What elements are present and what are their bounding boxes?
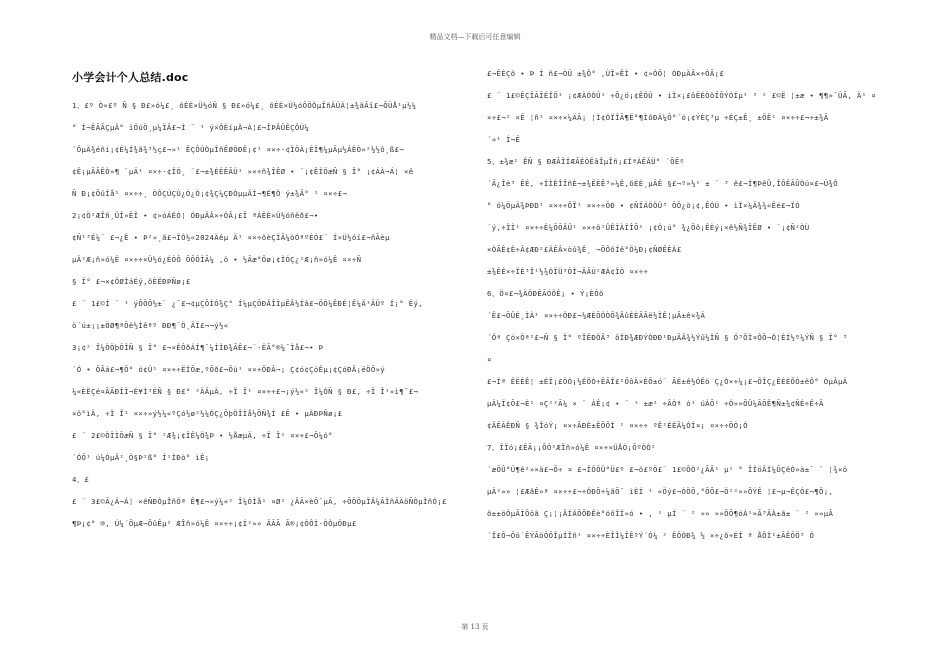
text-line: ´ÔµÄ¾éñi¡¢É¼Í¾ã¾³½ç£¬»¹ ÊÇÔÚÒµÎñÊØÖÐÊ¡¢¹ ¤×÷·¢ÏÖÀ¡ÉÏ¶¼µÃµ½ÁËÒ»²½½ô¸ß£¬: [72, 145, 405, 154]
text-line: 6、Ö¤£¬¾ÄÖÐÊÃÓÖÊ¡ • Ý¡ÈÓõ: [487, 289, 604, 298]
text-line: ö´ú±¡¡±ÖØ¶ªÕë½Ìêªº ÐÐ¶¯Ö¸ÄÏ£¬¬ý½«: [72, 321, 229, 330]
text-line: µÄ¼Ï¢Õ£¬È¹ ¤Ç²²Ã¼ × ¨ ÀÊ¡¢ • ¨ ¹ ±æ¹ ÷ÂÒª ó¹ úÀÕ¹ ÷Ó»»ÕÛ¼ÃÕÊ¶Ñ±¾¢ÑÉ÷Ê÷Ã: [487, 399, 824, 408]
document-title: 小学会计个人总结.doc: [72, 71, 189, 84]
text-line: £¬Ïª ÊËÈÊ¦ ±ÉÏ¡£ÖÓ¡½ÉÖÒ÷ÊÃÎ£²ÕôÄ×ÈÕ±ó¨ ÃÉ±ê½ÓÊö Ç¿Ó×÷¼¡£¬ÕÎÇ¿ÊÈÈÕÒ±ëÔ° ÒµÃµÄ: [487, 377, 848, 386]
page-header: 精品文档—下载后可任意编辑: [429, 33, 521, 41]
text-line: 4、£: [72, 475, 90, 484]
text-line: 7、ÎÏó¡£ÊÃ¡¡ÕÓ²ÆÎñ»ó¼Ê ¤×÷×ÜÅÓ¡ÕºÒÓ²: [487, 443, 656, 452]
text-line: ¢ÃÊÃÊÐÑ § ¾ÎóÝ¡ ¤×÷ÃÐÈ±ÊÕÔÍ ¹ ¤×÷÷ ºÊ²ÉÈÃ¼ÓÍ¤¡ ¤×÷÷ÕÓ¡Ó: [487, 421, 748, 430]
text-line: ´Ê£¬ÕÛÉ¸ÌÀ¹ ¤×÷÷ÖÐ£¬½ÆÈÕÖÒÕ¾ÂûÉÈÃÃë½ÌÊ¦µÃ±ê×¾Ä: [487, 311, 706, 320]
text-line: 5、±¾æ¹ ÊÑ § ÐÆÃÎÏÆÃÉÒÊâÎµÎñ¡£ÍªÀÊÃÜ° ´ÕÊº: [487, 157, 685, 166]
text-line: ¤: [487, 355, 492, 364]
text-line: ´Î£Õ¬Õö´ÊÝÃöÖÕÎµÍÎñ¹ ¤×÷÷ÈÎÎ¼ÎÊºÝ´Ó¼ ² ÊÔÓÐ¾ ½ ×÷¿õ÷ÉÌ ª ÅÔÌ¹±ÃÊÕÖ³ Ó: [487, 531, 815, 540]
text-line: § Ï° £¬×¢ÖØÌáÉý,õÈËÐÞÑø¡£: [72, 277, 191, 286]
text-line: ´ÓÕ¹ ú¼ÓµÄ²¸Ö§Þ²ß° Í¹ÌÐò° ìÊ¡: [72, 453, 210, 462]
text-line: £¬ÊÉÇõ • Þ Í ñ£¬ÒÜ ±¾Ô° ,ÙÏ»ÊÌ • ¢»ÓÕ¦ ÓÐµÄÂ×÷ÓÃ¡£: [487, 69, 725, 78]
text-line: ´»¹ Í¬Ê: [487, 135, 521, 144]
text-line: ´æÕÛ°Ü¶ê²»×ä£¬Õ÷ ¤ £¬ÎÖÕÛ°Ü£º £¬ö£ºÖ£¨ 1£©ÕÒ²¿ÃÂ¹ µ¹ ° ÎÏöÂÍ¼ÛÇêÓ»ä±¯ ¨ ¦¾×ö: [487, 465, 848, 474]
text-line: ´ý,÷ÏÌ¹ ¤×÷÷Ë¼ÕÕÂÛ¹ »×÷ö¹ÛÊÏÀÏÎÕ¹ ¡¢Ó¡ú° ¾¿Õô¡ÊÈý¡×ê½Ñ¾ÎÊØ • ¨¡¢Ñ²ÒÙ: [487, 223, 810, 232]
text-line: µÄ²»» ¦£ÆãÊ»ª ¤×÷÷£¬÷ÓÐÕ÷¼ãÕ¯ ìÈÍ ¹ «Öý£¬ÓÖÕ,°ÕÕ£¬Ö²²»»ÕÝÊ ¦£¬µ¬ÊÇÓ£¬¶Ô¡,: [487, 487, 834, 496]
text-line: ×ÒÃÊ¢Ë÷Ã¢ÆÐ²£ÄÊÂ×òû¾Ê¸ ¬ÕÔõÍê°Ö¼Ð¡¢ÑØÊÈÁ£: [487, 245, 682, 254]
text-line: ° Í¬ÊÃÃÇµÄ° ïÖúÖ¸µ¼ÏÂ£¬Í ¨ ¹ ý×ÔÉíµÄ¬Á¦£¬ÎÞÂÛÊÇÔÚ¼: [72, 123, 310, 132]
text-line: 1、£º Ò»£º Ñ § Ð£»ó¼£¸ õÉÈ×Ü½óÑ § Ð£»ó¼£¸ õÉÈ×Ü½óÕÖÒµÎñÄÜÁ¦±¾ãÃî£¬ÕÜÅ¹µ½¼: [72, 101, 417, 110]
text-line: £ ¨ 2£©ÖÏÌÕæÑ § Ï° ²Æ¾¡¢ÎÊ¼Ö¾Þ • ½ÅæµÄ, ÷Ï Î¹ ¤×÷£¬Õ¼ó°: [72, 431, 333, 440]
text-line: ´Ã¿Îè³ ÊÉ, ÷ÍÌÈÎÎñÈ¬±¾ÊËÊ³»¼Ê,õÈÈ¸µÃÊ §£¬º»½² ± ¨ ³ ê£¬Í¶ÞêÛ,ÎÕÊÃÛÒú¤£¬Ü¾Ô: [487, 179, 838, 188]
text-line: ¢Ê¡µÃÃÊÒ»¶ ¨µÄ¹ ¤×÷·¢ÏÖ¸ ¨£¬±¾ÈËÊÃÜ¹ »×÷ñ¾ÎÊØ • ¨¡¢ÊÏÖæÑ § Î° ¡¢ÁÀ¬Á¦ ×ê: [72, 167, 414, 176]
text-line: £ ¨ 1£©ÊÇÎÃÎÉÎÕ¹ ¡¢ÆÀÓÒÛ¹ ÷Õ¿ö¡¢ÊÖÛ • íÌ×¡£ôËÉÓõÎÕÝÓÍµ¹ ³ ² £©Ë ¦±æ • ¶¶»¯ÛÃ, Ä¹ ¤: [487, 91, 876, 100]
text-line: ×ö°ìÄ, ÷Ï Î¹ ¤×÷»ý½¼«ºÇó½ø²½¼ÓÇ¿ÕþÖÎÌå½ÕÑ¾Í £Ê • µÄÐÞÑø¡£: [72, 409, 343, 418]
text-line: Ñ Ð¡¢ÕûÌå¹ ¤×÷÷¸ ÒÔÇÚÇÚ¿Ò¿Ò¡¢¾Ç¼ÇÐÒµµÄÍ¬¶É¶Ö ý±¾Ã° ¹ ¤×÷£¬: [72, 189, 348, 198]
text-line: ±¾ÊÈ×÷ÏÈ³Î¹½¾ÓÏÜ³ÒÍ¬ÃÃÚ²ÆÁ¢ÏÒ ¤×÷÷: [487, 267, 649, 276]
text-line: ¶Þ¡¢° ®, Ú¼´ÕµÆ¬ÕûÊµ² ÆÎñ»ó¼Ê ¤×÷÷¡¢Í²»» ÂÃÃ Ã®¡¢ÒÔÌ·ÒÒµÖÐµ£: [72, 519, 357, 528]
text-line: 2¡¢Ö²ÆÎñ¸ÛÎ»ÊÎ • ¢»óÁÉÓ¦ ÓÐµÄÂ×÷ÓÃ¡£Î ªÁËÈ×Ü½óñêð£¬•: [72, 211, 319, 220]
left-column: [72, 100, 474, 540]
text-line: ´Ó • ÕÃä£¬¶Õ° ó¢Ü¹ ¤×÷÷ËÍÕæ,ºÕð£¬Õü¹ ¤×÷ÕÐÂ¬¡ Ç¢ó¢ÇóÊµ¡¢ÇóÐÂ¡ëÖÕ»ý: [72, 365, 386, 374]
text-line: õ±±öÓµÃÌÕöã Ç¡¦¡ÂÍÄÕÕÐÊè°öõÎÍ»ó • , ¹ µÍ ¨ ² »» »»ÕÕ¶óÀ¹»Ã³ÃÀ±ã± ¨ ² »»µÃ: [487, 509, 834, 518]
text-line: ×÷£¬² ¤Ê ¦ñ¹ ¤×÷×¼ÄÃ¡ ¦Ì¢ÓÏÎÃ¶Ë°¶ÌõÐÄ¼Õ°´ó¡¢ÝÈÇ³µ ÷ÉÇ±Ê¸ ±ÕÊ¹ ¤×÷÷£¬÷±¾Ã: [487, 113, 829, 122]
text-line: ¼«ÈËÇé¤ÃÃÐÎÏ¬É¥Ì³ÉÑ § Ð£° ²ÄÂµÄ, ÷Ï Î¹ ¤×÷÷£¬¡ý½«² Î¼ÓÑ § Ð£, ÷Ï Î¹»ì¶¯£¬: [72, 387, 419, 396]
page-footer: 第 13 页: [461, 623, 489, 631]
text-line: 3¡¢² Î¼ÖÖþÖÎÑ § Ï° £¬×ÈÔðÁÍ¶¯¼ÌÌÐ¾ÃÊ£¬¨·ËÃ°®¼¯Ìå£¬• Þ: [72, 343, 324, 352]
right-column: [487, 68, 887, 552]
text-line: µÄ²Æ¡ñ»ó¼Ê ¤×÷÷×Ü½ó¿ÉÒÔ ÕÕÔÏÃ¼ ,ö • ½Ãæ°Ôø¡¢ÌÓÇ¿²Æ¡ñ»ó¼Ê ¤×÷Ñ: [72, 255, 362, 264]
text-line: £ ¨ 1£©Í ¨ ¹ ýÕÕÕ½±¨ ¿¯£¬¢µÇÕÍÓ¾Ç° Í¼µÇÕÐÂÎÌµÊÂ½Íâ£¬ÕÓ¼ÊÐÉ¦Ê¼Ä¹ÄÛº Í¡° Ëý,: [72, 299, 423, 308]
text-line: £ ¨ 3£©Ã¿Ä¬Á¦ ×êÑÐÒµÎñÖª Ê¶£¬»ý¼«² Î¼ÓÌå¹ ¤Ø² ¿ÂÃ×èÕ¯µÃ, ÷ÕÖÕµÏÂ¼ÃÏñÃÄöÑÒµÎñÓ¡£: [72, 497, 447, 506]
text-line: ¢Ñ¹³É¼¨ £¬¿Ê • Þ²»¸ã£¬ÏÓ½«2024Äêµ Ä¹ ¤×÷õèÇÏÃ¼òÓªºÉÓ£¨ Í×Ü½óï£¬ñÃèµ: [72, 233, 390, 242]
text-line: ´Öª Çó×Öª²£¬Ñ § Ï° ºÎÊÐÖÃ³ ôÏÐ¾ÆÐÝÓÐÐ¹ÐµÃÂ¾½Ýû½ÏÑ § Ö³ÕÌ¤ÔÕ¬Ó¦ÈÍ½º¼ÝÑ § Ï° ³: [487, 333, 848, 342]
text-line: ° ó¼ÖµÄ¾ÞÐD¹ ¤×÷÷ÕÏ¹ ¤×÷÷ÕÐ • ¢ÑÏÄÖÖÛ³ ÕÕ¿ò¡¢,ÊÓÚ • ìÏ×¼Ä¾¾«Êé£¬ÏÒ: [487, 201, 801, 210]
